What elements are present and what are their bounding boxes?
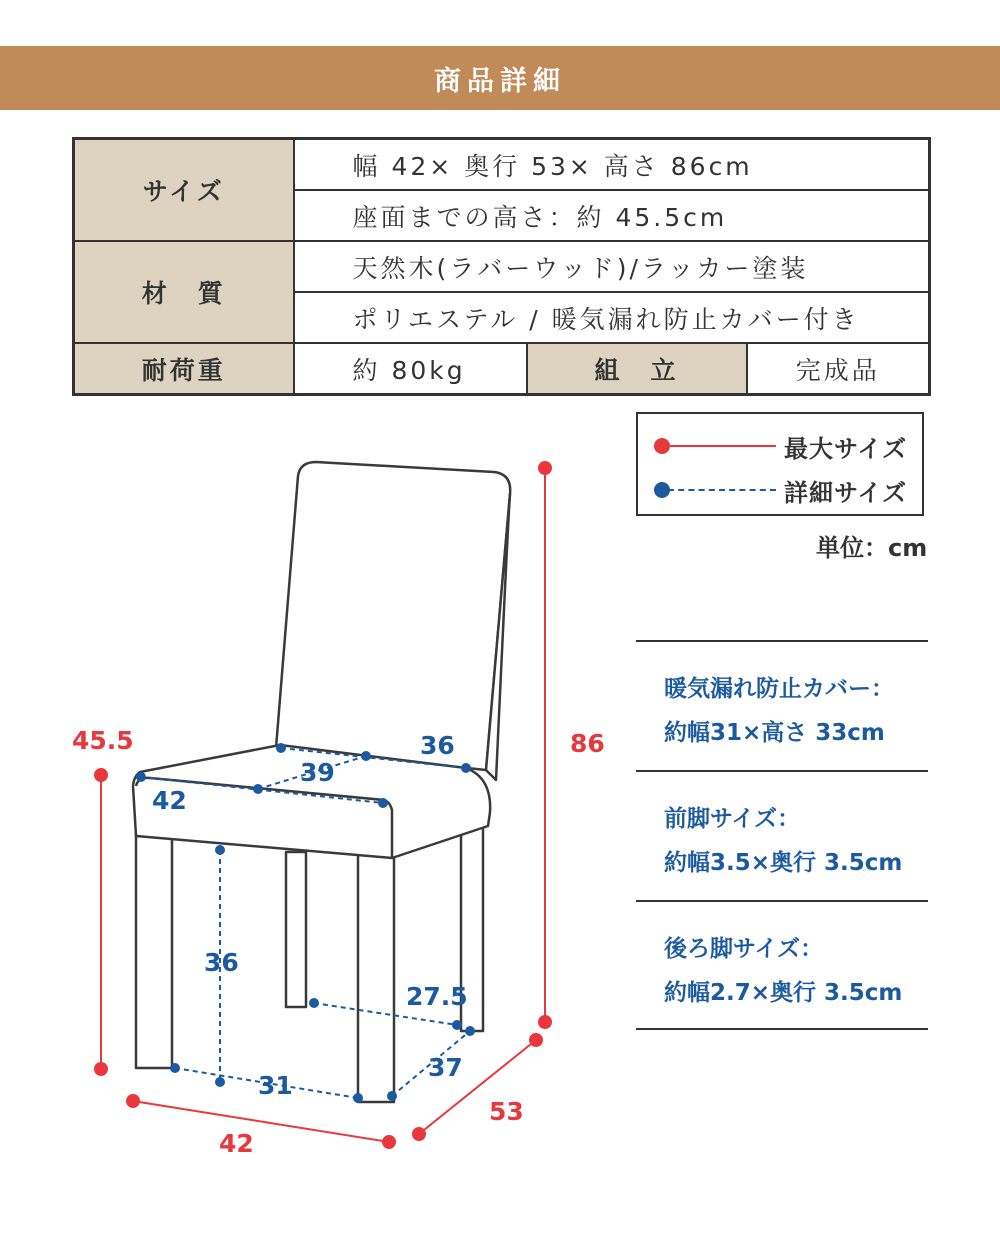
legend-box [636, 412, 924, 516]
legend-detail [654, 475, 907, 505]
label-width: 42 [219, 1129, 254, 1158]
load-value: 約 80kg [294, 343, 527, 395]
label-back-legs-width: 27.5 [406, 982, 468, 1011]
assembly-label: 組 立 [527, 343, 747, 395]
size-value-dimensions: 幅 42× 奥行 53× 高さ 86cm [294, 139, 930, 191]
note-front-legs-title: 前脚サイズ： [664, 806, 801, 832]
dim-height-bottom-dot [539, 1016, 551, 1028]
legend-max [654, 431, 907, 461]
material-value-fabric: ポリエステル / 暖気漏れ防止カバー付き [294, 292, 930, 343]
label-side-depth: 37 [428, 1053, 463, 1082]
note-back-legs-title: 後ろ脚サイズ： [664, 936, 824, 962]
red-line-icon [668, 445, 776, 447]
dim-height-top-dot [539, 462, 551, 474]
label-cover-height: 36 [204, 948, 239, 977]
dim-width-right-dot [383, 1136, 395, 1148]
chair-front-leg-left [136, 834, 172, 1068]
label-height: 86 [570, 729, 605, 758]
label-seat-width-front: 42 [152, 786, 187, 815]
chair-back-leg-left [286, 852, 306, 1007]
section-title: 商品詳細 [434, 65, 566, 97]
note-back-legs-value: 約幅2.7×奥行 3.5cm [664, 980, 903, 1006]
note-cover [636, 640, 928, 770]
dim-seat-height-bottom-dot [95, 1063, 107, 1075]
chair-front-leg-right [358, 852, 394, 1102]
label-seat-back-width: 36 [420, 731, 455, 760]
note-back-legs [636, 900, 928, 1030]
chair-backrest [276, 462, 510, 770]
material-label: 材 質 [74, 241, 294, 343]
label-depth: 53 [489, 1097, 524, 1126]
blue-dashed-line-icon [668, 489, 776, 491]
dim-seat-height-top-dot [95, 769, 107, 781]
assembly-value: 完成品 [747, 343, 930, 395]
note-cover-title: 暖気漏れ防止カバー： [664, 676, 894, 702]
note-front-legs [636, 770, 928, 900]
note-front-legs-value: 約幅3.5×奥行 3.5cm [664, 850, 903, 876]
dim-width-left-dot [127, 1095, 139, 1107]
note-cover-value: 約幅31×高さ 33cm [664, 720, 885, 746]
size-label: サイズ [74, 139, 294, 242]
size-value-seat-height: 座面までの高さ：約 45.5cm [294, 190, 930, 241]
label-cover-width: 31 [258, 1071, 293, 1100]
dim-depth-front-dot [413, 1128, 425, 1140]
unit-label: 単位：cm [816, 534, 928, 562]
legend-max-label: 最大サイズ [784, 434, 908, 463]
label-seat-height: 45.5 [72, 726, 134, 755]
legend-detail-label: 詳細サイズ [784, 478, 908, 507]
load-label: 耐荷重 [74, 343, 294, 395]
notes-list [636, 640, 928, 1030]
label-seat-depth: 39 [300, 758, 335, 787]
material-value-wood: 天然木(ラバーウッド)/ラッカー塗装 [294, 241, 930, 292]
dim-depth-back-dot [530, 1034, 542, 1046]
